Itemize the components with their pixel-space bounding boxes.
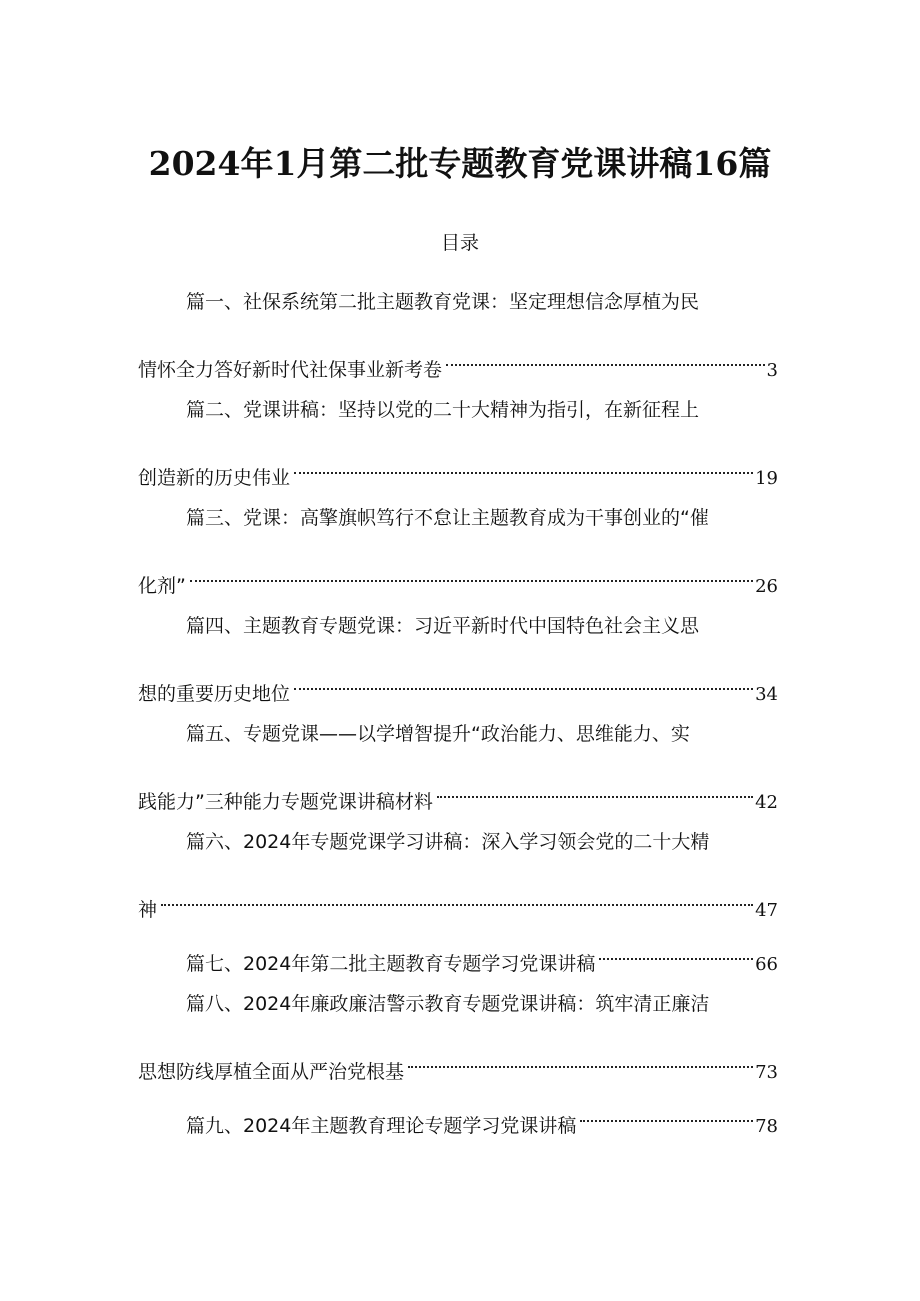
toc-entry-6-line1[interactable] <box>138 822 778 876</box>
toc-entry-2-line1[interactable] <box>138 390 778 444</box>
dot-leader <box>294 444 753 484</box>
toc-entry-text: 篇七、2024年第二批主题教育专题学习党课讲稿 <box>186 953 596 975</box>
toc-entry-4-line1[interactable] <box>138 606 778 660</box>
toc-entry-6-line2[interactable] <box>138 876 778 930</box>
toc-entry-text: 创造新的历史伟业 <box>138 467 291 489</box>
toc-entry-2-line2[interactable] <box>138 444 778 498</box>
toc-entry-text: 思想防线厚植全面从严治党根基 <box>138 1061 405 1083</box>
toc-entry-text: 篇九、2024年主题教育理论专题学习党课讲稿 <box>186 1115 577 1137</box>
dot-leader <box>580 1092 753 1132</box>
toc-entry-5-line2[interactable] <box>138 768 778 822</box>
dot-leader <box>190 552 753 592</box>
toc-page-number: 26 <box>755 576 778 597</box>
toc-entry-7[interactable] <box>138 930 778 984</box>
table-of-contents <box>138 282 778 1146</box>
toc-entry-text: 神 <box>138 899 158 921</box>
toc-page-number: 47 <box>755 900 778 921</box>
toc-entry-9[interactable] <box>138 1092 778 1146</box>
toc-page-number: 78 <box>755 1116 778 1137</box>
toc-entry-text: 篇八、2024年廉政廉洁警示教育专题党课讲稿：筑牢清正廉洁 <box>186 993 710 1015</box>
toc-entry-3-line1[interactable] <box>138 498 778 552</box>
toc-entry-text: 篇六、2024年专题党课学习讲稿：深入学习领会党的二十大精 <box>186 831 710 853</box>
toc-entry-text: 化剂” <box>138 575 186 597</box>
dot-leader <box>408 1038 753 1078</box>
toc-entry-text: 篇四、主题教育专题党课：习近平新时代中国特色社会主义思 <box>186 615 700 637</box>
dot-leader <box>294 660 753 700</box>
toc-page-number: 34 <box>755 684 778 705</box>
toc-entry-3-line2[interactable] <box>138 552 778 606</box>
toc-entry-text: 篇一、社保系统第二批主题教育党课：坚定理想信念厚植为民 <box>186 291 700 313</box>
toc-entry-1-line1[interactable] <box>138 282 778 336</box>
toc-entry-text: 篇三、党课：高擎旗帜笃行不怠让主题教育成为干事创业的“催 <box>186 507 709 529</box>
toc-entry-5-line1[interactable] <box>138 714 778 768</box>
toc-entry-1-line2[interactable] <box>138 336 778 390</box>
toc-page-number: 19 <box>755 468 778 489</box>
dot-leader <box>446 336 765 376</box>
toc-page-number: 66 <box>755 954 778 975</box>
dot-leader <box>599 930 753 970</box>
toc-page-number: 3 <box>766 360 778 381</box>
toc-entry-text: 情怀全力答好新时代社保事业新考卷 <box>138 359 443 381</box>
toc-entry-text: 篇五、专题党课——以学增智提升“政治能力、思维能力、实 <box>186 723 690 745</box>
dot-leader <box>437 768 753 808</box>
toc-entry-text: 篇二、党课讲稿：坚持以党的二十大精神为指引，在新征程上 <box>186 399 700 421</box>
toc-entry-text: 践能力”三种能力专题党课讲稿材料 <box>138 791 433 813</box>
toc-entry-4-line2[interactable] <box>138 660 778 714</box>
toc-entry-text: 想的重要历史地位 <box>138 683 291 705</box>
dot-leader <box>161 876 753 916</box>
toc-page-number: 73 <box>755 1062 778 1083</box>
toc-heading: 目录 <box>440 232 479 254</box>
toc-page-number: 42 <box>755 792 778 813</box>
toc-entry-8-line1[interactable] <box>138 984 778 1038</box>
document-title: 2024年1月第二批专题教育党课讲稿16篇 <box>148 144 772 183</box>
toc-entry-8-line2[interactable] <box>138 1038 778 1092</box>
